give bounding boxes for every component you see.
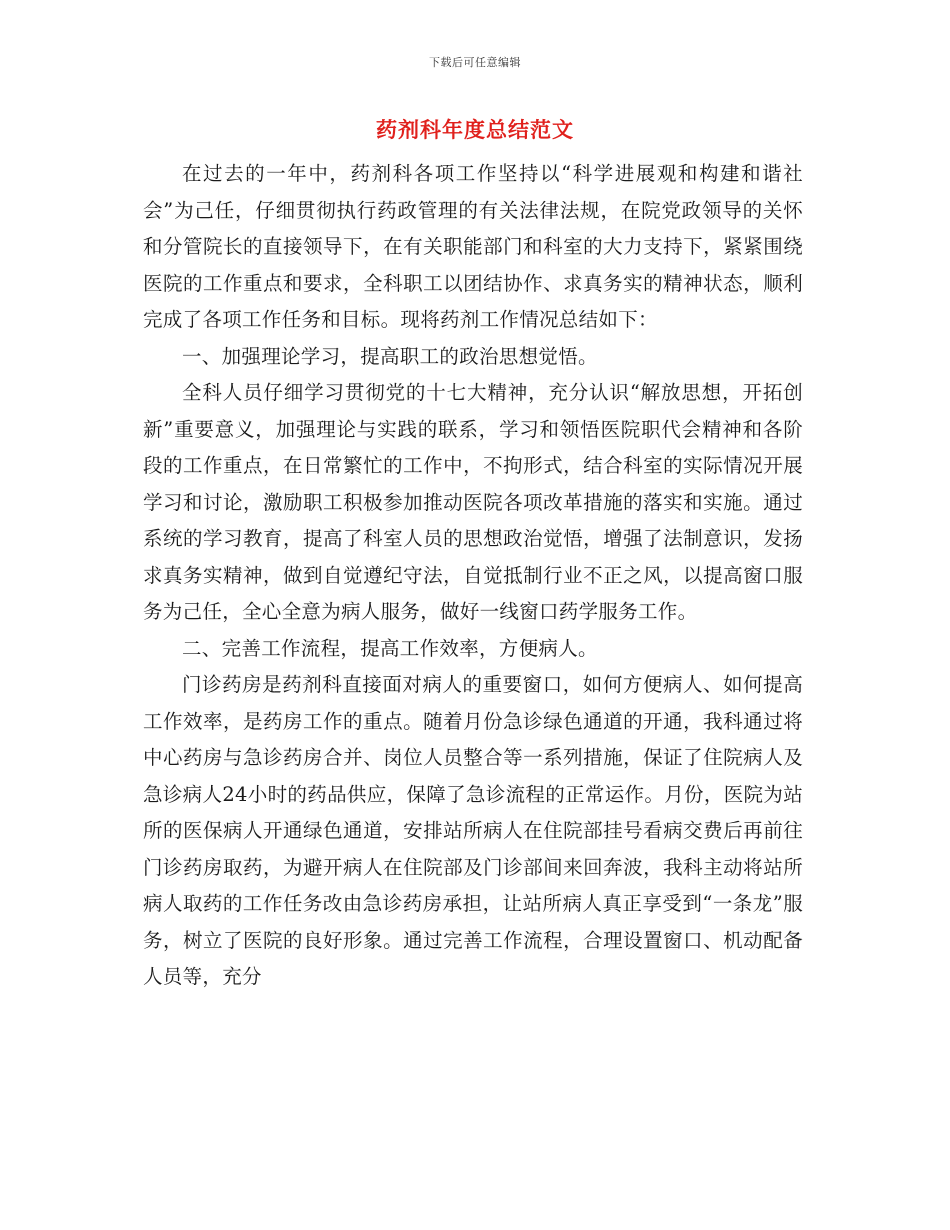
document-body [143, 156, 803, 996]
paragraph-section-2: 门诊药房是药剂科直接面对病人的重要窗口，如何方便病人、如何提高工作效率，是药房工作的重点。随着月份急诊绿色通道的开通，我科通过将中心药房与急诊药房合并、岗位人员整合等一系列措施，保证了住院病人及急诊病人24小时的药品供应，保障了急诊流程的正常运作。月份，医院为站所的医保病人开通绿色通道，安排站所病人在住院部挂号看病交费后再前往门诊药房取药，为避开病人在住院部及门诊部间来回奔波，我科主动将站所病人取药的工作任务改由急诊药房承担，让站所病人真正享受到“一条龙”服务，树立了医院的良好形象。通过完善工作流程，合理设置窗口、机动配备人员等，充分 [143, 673, 803, 988]
paragraph-intro: 在过去的一年中，药剂科各项工作坚持以“科学进展观和构建和谐社会”为己任，仔细贯彻执行药政管理的有关法律法规，在院党政领导的关怀和分管院长的直接领导下，在有关职能部门和科室的大力支持下，紧紧围绕医院的工作重点和要求，全科职工以团结协作、求真务实的精神状态，顺利完成了各项工作任务和目标。现将药剂工作情况总结如下： [143, 162, 803, 331]
paragraph-section-1: 全科人员仔细学习贯彻党的十七大精神，充分认识“解放思想，开拓创新”重要意义，加强理论与实践的联系，学习和领悟医院职代会精神和各阶段的工作重点，在日常繁忙的工作中，不拘形式，结合科室的实际情况开展学习和讨论，激励职工积极参加推动医院各项改革措施的落实和实施。通过系统的学习教育，提高了科室人员的思想政治觉悟，增强了法制意识，发扬求真务实精神，做到自觉遵纪守法，自觉抵制行业不正之风，以提高窗口服务为己任，全心全意为病人服务，做好一线窗口药学服务工作。 [143, 381, 803, 623]
section-heading-1: 一、加强理论学习，提高职工的政治思想觉悟。 [182, 344, 598, 368]
section-heading-2: 二、完善工作流程，提高工作效率，方便病人。 [182, 636, 598, 660]
header-note: 下载后可任意编辑 [429, 56, 521, 69]
document-title: 药剂科年度总结范文 [376, 117, 574, 142]
